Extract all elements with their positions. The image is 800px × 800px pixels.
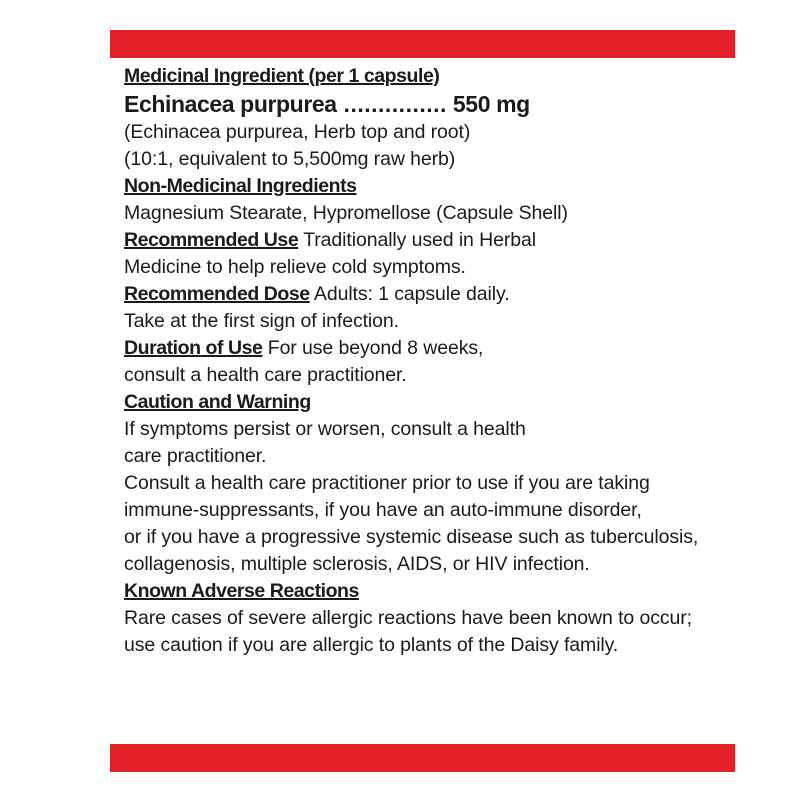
non-medicinal-ingredients-heading: Non-Medicinal Ingredients	[124, 175, 357, 197]
duration-of-use-heading: Duration of Use	[124, 337, 263, 359]
recommended-use-line-1	[124, 227, 764, 254]
known-adverse-reactions-heading-line	[124, 578, 764, 605]
facts-text-block	[124, 63, 764, 659]
caution-line-4	[124, 497, 764, 524]
top-red-rule	[110, 30, 735, 58]
bottom-red-rule	[110, 744, 735, 772]
caution-line-1	[124, 416, 764, 443]
adverse-reactions-line-2-text: use caution if you are allergic to plants of the Daisy family.	[124, 634, 619, 656]
non-medicinal-ingredients-text: Magnesium Stearate, Hypromellose (Capsule Shell)	[124, 202, 568, 224]
adverse-reactions-line-1	[124, 605, 764, 632]
recommended-dose-continuation-text: Take at the first sign of infection.	[124, 310, 399, 332]
recommended-dose-line-1	[124, 281, 764, 308]
caution-line-5-text: or if you have a progressive systemic disease such as tuberculosis,	[124, 526, 699, 548]
recommended-dose-inline-text: Adults: 1 capsule daily.	[309, 283, 510, 305]
medicinal-detail-source-text: (Echinacea purpurea, Herb top and root)	[124, 121, 471, 143]
medicinal-detail-source	[124, 119, 764, 146]
duration-of-use-line-1	[124, 335, 764, 362]
caution-line-3	[124, 470, 764, 497]
active-ingredient-name: Echinacea purpurea	[124, 91, 337, 117]
known-adverse-reactions-heading: Known Adverse Reactions	[124, 580, 359, 602]
active-ingredient-line	[124, 90, 764, 119]
medicinal-detail-extract-ratio-text: (10:1, equivalent to 5,500mg raw herb)	[124, 148, 456, 170]
caution-line-5	[124, 524, 764, 551]
recommended-dose-heading: Recommended Dose	[124, 283, 310, 305]
caution-line-1-text: If symptoms persist or worsen, consult a health	[124, 418, 526, 440]
caution-line-2	[124, 443, 764, 470]
caution-and-warning-heading: Caution and Warning	[124, 391, 311, 413]
adverse-reactions-line-2	[124, 632, 764, 659]
duration-of-use-line-2	[124, 362, 764, 389]
active-ingredient-amount: 550 mg	[446, 91, 530, 117]
recommended-dose-line-2	[124, 308, 764, 335]
recommended-use-heading: Recommended Use	[124, 229, 299, 251]
medicinal-detail-extract-ratio	[124, 146, 764, 173]
caution-and-warning-heading-line	[124, 389, 764, 416]
leader-dots: ...............	[336, 91, 447, 117]
non-medicinal-heading-line	[124, 173, 764, 200]
duration-of-use-continuation-text: consult a health care practitioner.	[124, 364, 407, 386]
medicinal-ingredient-heading-line	[124, 63, 764, 90]
recommended-use-continuation-text: Medicine to help relieve cold symptoms.	[124, 256, 466, 278]
recommended-use-line-2	[124, 254, 764, 281]
medicinal-ingredient-heading: Medicinal Ingredient (per 1 capsule)	[124, 65, 440, 87]
caution-line-6-text: collagenosis, multiple sclerosis, AIDS, or HIV infection.	[124, 553, 590, 575]
caution-line-2-text: care practitioner.	[124, 445, 267, 467]
recommended-use-inline-text: Traditionally used in Herbal	[298, 229, 536, 251]
duration-of-use-inline-text: For use beyond 8 weeks,	[262, 337, 484, 359]
non-medicinal-ingredients-body	[124, 200, 764, 227]
caution-line-6	[124, 551, 764, 578]
adverse-reactions-line-1-text: Rare cases of severe allergic reactions have been known to occur;	[124, 607, 692, 629]
caution-line-4-text: immune-suppressants, if you have an auto-immune disorder,	[124, 499, 642, 521]
caution-line-3-text: Consult a health care practitioner prior to use if you are taking	[124, 472, 650, 494]
